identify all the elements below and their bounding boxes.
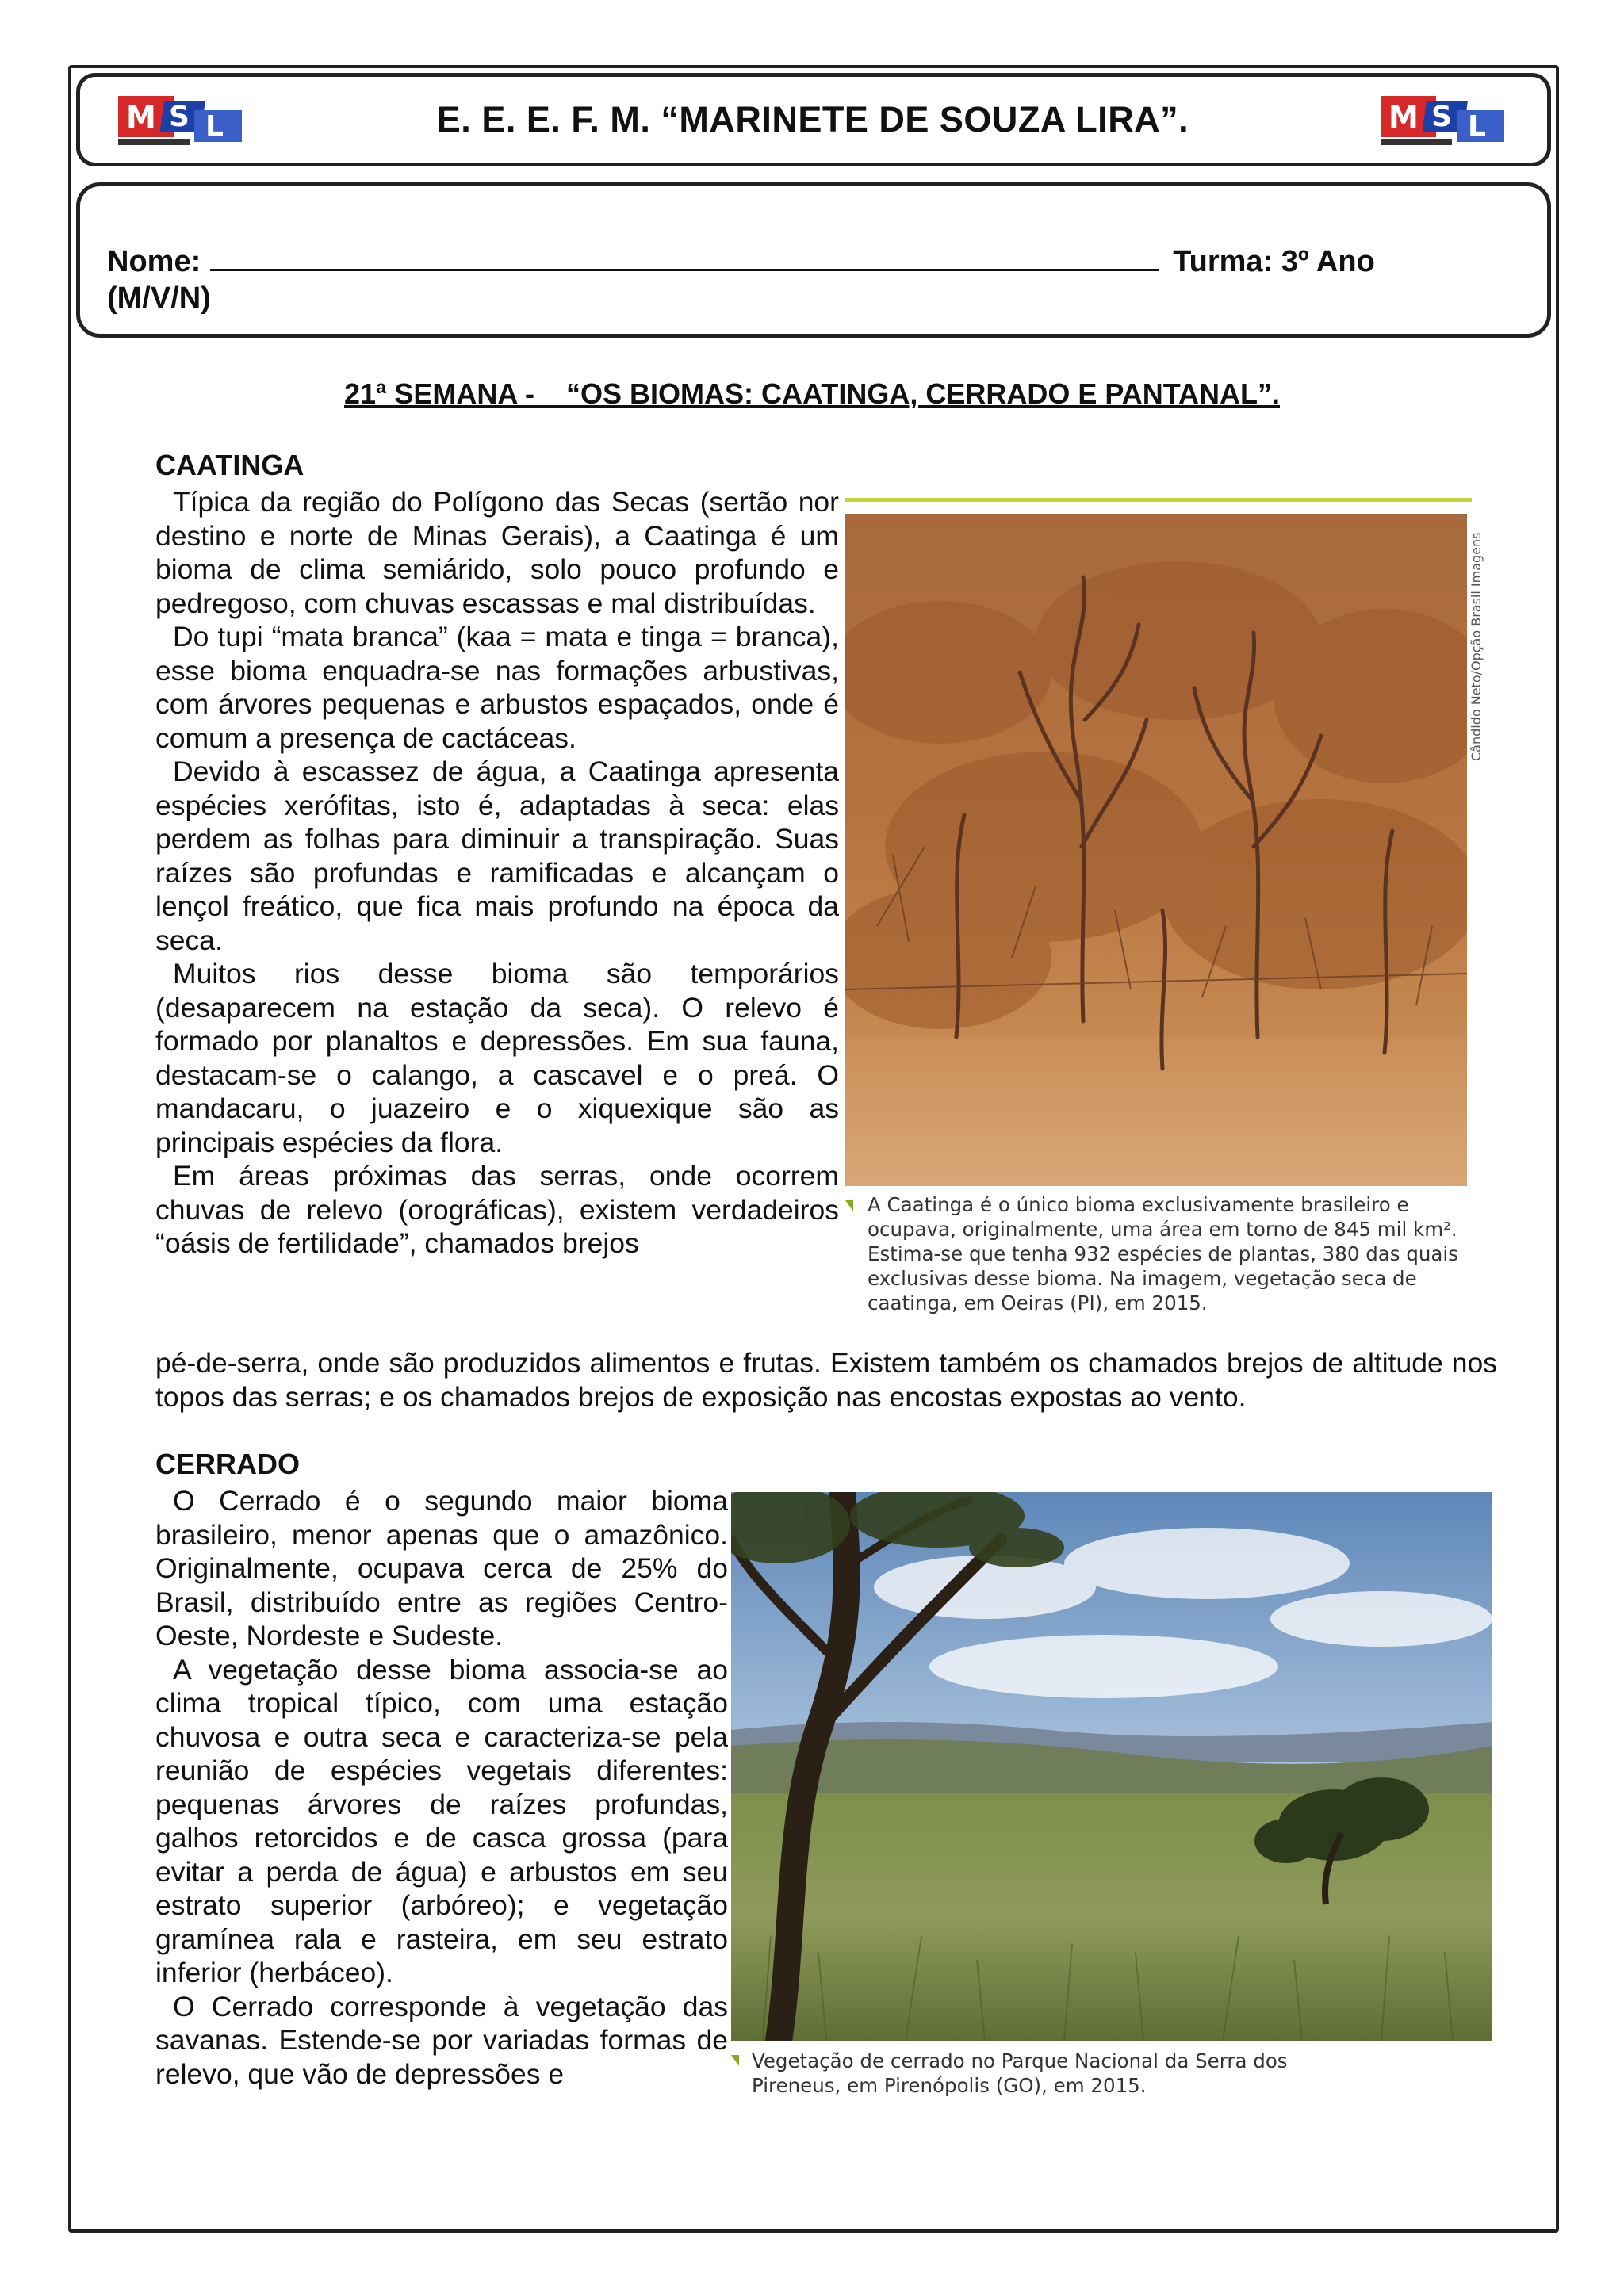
caption-line: ocupava, originalmente, uma área em torno de 845 mil km².: [868, 1218, 1457, 1241]
shifts-label: (M/V/N): [107, 281, 211, 315]
name-field[interactable]: [210, 242, 1159, 271]
caption-line: caatinga, em Oeiras (PI), em 2015.: [868, 1292, 1208, 1314]
name-label: Nome:: [107, 245, 201, 278]
cerrado-text: [155, 1484, 728, 2091]
section-title-caatinga: CAATINGA: [155, 449, 304, 481]
cerrado-paragraph: O Cerrado é o segundo maior bioma brasileiro, menor apenas que o amazônico. Originalmente, ocupava cerca de 25% do Brasil, distribuído entre as regiões Centro-Oeste, Nordeste e Sudeste.: [155, 1485, 728, 1651]
caption-line: Pireneus, em Pirenópolis (GO), em 2015.: [752, 2074, 1147, 2097]
svg-text:M: M: [126, 100, 156, 135]
section-title-cerrado: CERRADO: [155, 1448, 301, 1480]
week-title: 21ª SEMANA - “OS BIOMAS: CAATINGA, CERRADO E PANTANAL”.: [343, 377, 1281, 410]
school-logo-right: [1381, 90, 1507, 150]
caatinga-paragraph: Típica da região do Polígono das Secas (sertão nor destino e norte de Minas Gerais), a Caatinga é um bioma de clima semiárido, solo pouco profundo e pedregoso, com chuvas escassas e mal distribuídas.: [155, 486, 839, 619]
cerrado-paragraph: A vegetação desse bioma associa-se ao clima tropical típico, com uma estação chuvosa e outra seca e caracteriza-se pela reunião de espécies vegetais diferentes: pequenas árvores de raízes profundas, galhos retorcidos e de casca grossa (para evitar a perda de água) e arbustos em seu estrato superior (arbóreo); e vegetação gramínea rala e rasteira, em seu estrato inferior (herbáceo).: [155, 1653, 728, 1988]
caatinga-paragraph: Do tupi “mata branca” (kaa = mata e tinga = branca), esse bioma enquadra-se nas formações arbustivas, com árvores pequenas e arbustos espaçados, onde é comum a presença de cactáceas.: [155, 621, 839, 754]
caatinga-paragraph: Muitos rios desse bioma são temporários (desaparecem na estação da seca). O relevo é formado por planaltos e depressões. Em sua fauna, destacam-se o calango, a cascavel e o preá. O mandacaru, o juazeiro e o xiquexique são as principais espécies da flora.: [155, 958, 839, 1158]
caption-line: Vegetação de cerrado no Parque Nacional da Serra dos: [752, 2049, 1288, 2072]
caption-line: exclusivas desse bioma. Na imagem, vegetação seca de: [868, 1267, 1417, 1290]
caatinga-caption: [868, 1192, 1502, 1315]
svg-text:L: L: [1467, 110, 1486, 143]
cerrado-caption: [752, 2049, 1465, 2098]
cerrado-photo: [731, 1492, 1492, 2041]
school-name: E. E. E. F. M. “MARINETE DE SOUZA LIRA”.: [436, 99, 1189, 140]
svg-text:S: S: [1431, 101, 1452, 133]
caatinga-paragraph: Devido à escassez de água, a Caatinga apresenta espécies xerófitas, isto é, adaptadas à seca: elas perdem as folhas para diminuir a transpiração. Suas raízes são profundas e ramificadas e alcançam o lençol freático, que fica mais profundo na época da seca.: [155, 756, 839, 956]
svg-text:M: M: [1388, 100, 1419, 135]
name-row: [107, 242, 1375, 279]
photo-accent-line: [845, 498, 1472, 502]
caatinga-paragraph: Em áreas próximas das serras, onde ocorrem chuvas de relevo (orográficas), existem verdadeiros “oásis de fertilidade”, chamados brejos: [155, 1160, 839, 1259]
caatinga-text: [155, 485, 839, 1261]
header-box: [76, 73, 1551, 166]
caption-line: A Caatinga é o único bioma exclusivamente brasileiro e: [868, 1193, 1409, 1216]
student-info-box: [76, 182, 1551, 338]
cerrado-paragraph: O Cerrado corresponde à vegetação das savanas. Estende-se por variadas formas de relevo, que vão de depressões e: [155, 1990, 728, 2090]
svg-text:S: S: [169, 101, 190, 133]
school-logo-left: [118, 90, 245, 150]
caatinga-photo: [845, 514, 1467, 1186]
caption-marker: [731, 2055, 739, 2066]
svg-text:L: L: [205, 110, 224, 143]
caption-line: Estima-se que tenha 932 espécies de plantas, 380 das quais: [868, 1242, 1459, 1265]
caption-marker: [845, 1200, 853, 1211]
photo-credit: Cândido Neto/Opção Brasil Imagens: [1469, 532, 1484, 761]
class-label: Turma: 3º Ano: [1173, 245, 1375, 278]
caatinga-continuation: pé-de-serra, onde são produzidos alimentos e frutas. Existem também os chamados brejos de altitude nos topos das serras; e os chamados brejos de exposição nas encostas expostas ao vento.: [155, 1347, 1497, 1413]
